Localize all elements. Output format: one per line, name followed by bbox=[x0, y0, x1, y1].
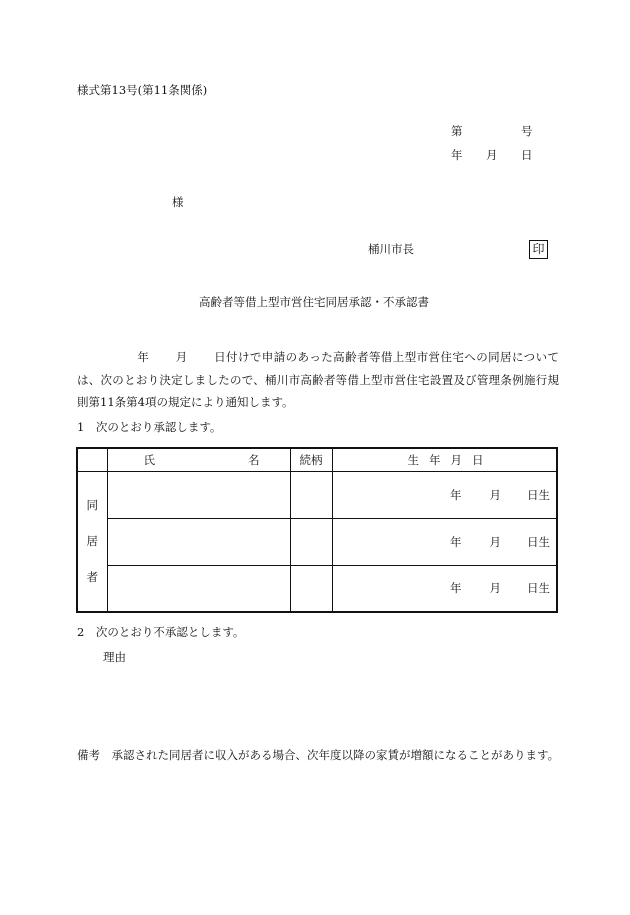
name-input-cell-3[interactable] bbox=[107, 565, 290, 612]
dob-day-3: 日生 bbox=[527, 581, 550, 596]
header-name-mei: 名 bbox=[248, 452, 260, 467]
section-reject: 2 次のとおり不承認とします。 bbox=[77, 625, 245, 639]
table-row bbox=[77, 565, 557, 612]
document-title: 高齢者等借上型市営住宅同居承認・不承認書 bbox=[199, 295, 429, 309]
dob-month-2: 月 bbox=[489, 534, 501, 549]
header-name bbox=[107, 448, 290, 471]
dob-cell-3[interactable] bbox=[332, 565, 557, 612]
doc-date-day: 日 bbox=[521, 148, 533, 162]
doc-date-year: 年 bbox=[451, 148, 463, 162]
header-relation: 続柄 bbox=[290, 448, 332, 471]
dob-day-1: 日生 bbox=[527, 487, 550, 502]
section-approve: 1 次のとおり承認します。 bbox=[77, 420, 222, 434]
dob-year-2: 年 bbox=[450, 534, 462, 549]
relation-input-cell-2[interactable] bbox=[290, 518, 332, 565]
relation-input-cell-1[interactable] bbox=[290, 471, 332, 518]
dob-month-1: 月 bbox=[489, 487, 501, 502]
seal-stamp: 印 bbox=[529, 240, 548, 259]
intro-text: 日付けで申請のあった高齢者等借上型市営住宅への同居については、次のとおり決定しましたので、桶川市高齢者等借上型市営住宅設置及び管理条例施行規則第11条第4項の規定により通知します。 bbox=[77, 350, 560, 409]
table-header-row bbox=[77, 448, 557, 471]
cohabitant-table bbox=[76, 447, 558, 613]
issuer: 桶川市長 bbox=[368, 242, 414, 256]
cohabitant-label bbox=[77, 471, 107, 612]
name-input-cell-2[interactable] bbox=[107, 518, 290, 565]
intro-paragraph bbox=[77, 346, 559, 414]
dob-cell-1[interactable] bbox=[332, 471, 557, 518]
dob-cell-2[interactable] bbox=[332, 518, 557, 565]
table-row bbox=[77, 518, 557, 565]
header-blank-cell bbox=[77, 448, 107, 471]
doc-number-go: 号 bbox=[521, 124, 533, 138]
doc-number-dai: 第 bbox=[451, 124, 463, 138]
reason-label: 理由 bbox=[103, 650, 126, 664]
relation-input-cell-3[interactable] bbox=[290, 565, 332, 612]
header-dob-hi: 日 bbox=[472, 452, 484, 467]
dob-year-3: 年 bbox=[450, 581, 462, 596]
header-dob-nen: 年 bbox=[429, 452, 441, 467]
header-birthdate bbox=[332, 448, 557, 471]
row-label-char-3: 者 bbox=[86, 570, 98, 585]
form-number: 様式第13号(第11条関係) bbox=[77, 83, 208, 97]
addressee-suffix: 様 bbox=[172, 195, 184, 209]
remarks: 備考 承認された同居者に収入がある場合、次年度以降の家賃が増額になることがあります。 bbox=[77, 748, 560, 762]
name-input-cell-1[interactable] bbox=[107, 471, 290, 518]
dob-year-1: 年 bbox=[450, 487, 462, 502]
row-label-char-1: 同 bbox=[86, 498, 98, 513]
dob-day-2: 日生 bbox=[527, 534, 550, 549]
header-name-shi: 氏 bbox=[143, 452, 155, 467]
intro-month: 月 bbox=[175, 350, 188, 364]
intro-year: 年 bbox=[137, 350, 150, 364]
dob-month-3: 月 bbox=[489, 581, 501, 596]
row-label-char-2: 居 bbox=[86, 534, 98, 549]
doc-date-month: 月 bbox=[486, 148, 498, 162]
header-dob-tsuki: 月 bbox=[450, 452, 462, 467]
table-row bbox=[77, 471, 557, 518]
header-dob-sei: 生 bbox=[407, 452, 419, 467]
